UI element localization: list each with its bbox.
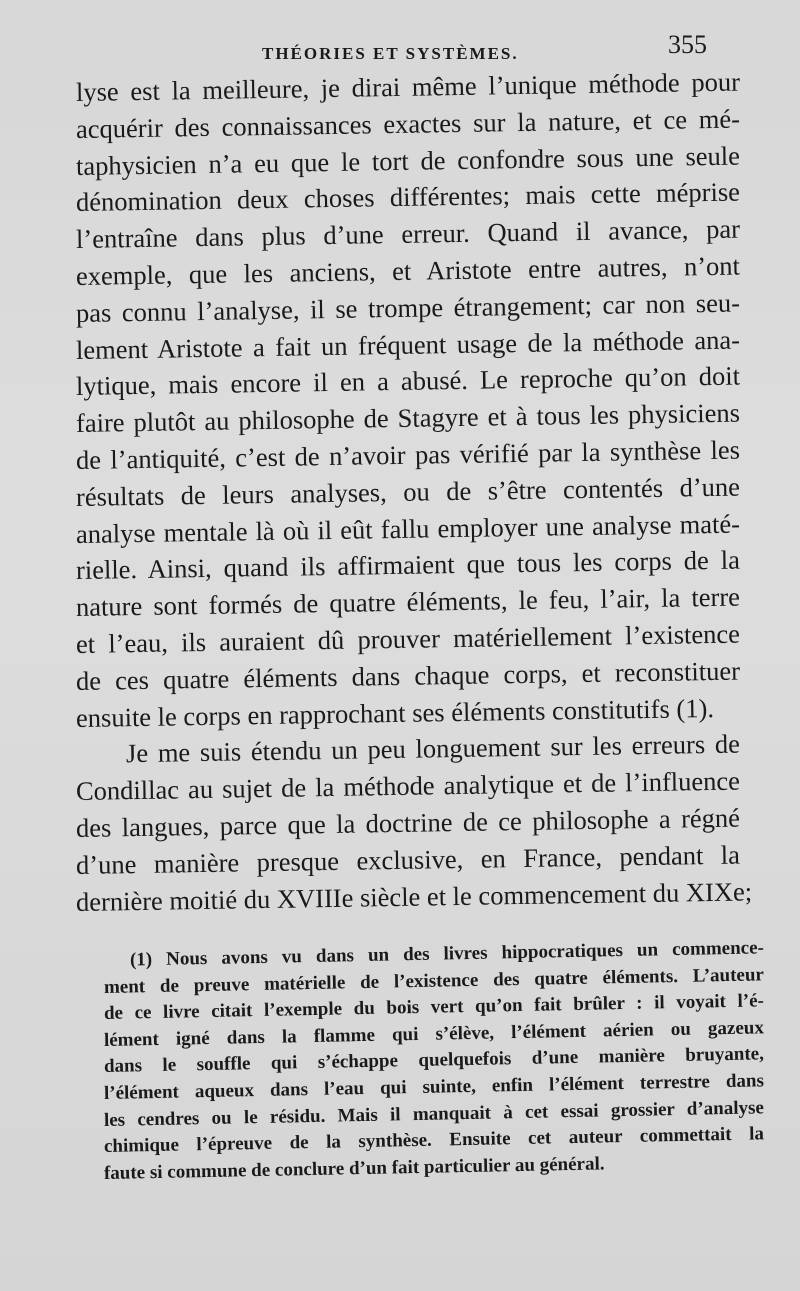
text-line: de l’antiquité, c’est de n’avoir pas vérifié par la synthèse les: [75, 434, 741, 475]
footnote-line: dans le souffle qui s’échappe quelquefois d’une manière bruyante,: [103, 1043, 765, 1078]
text-line: d’une manière presque exclusive, en France, pendant la: [75, 839, 741, 880]
footnote: [103, 937, 765, 1187]
body-text: [75, 66, 753, 920]
text-line: l’entraîne dans plus d’une erreur. Quand il avance, par: [75, 213, 741, 255]
footnote-line: ment de preuve matérielle de l’existence des quatre éléments. L’auteur: [103, 963, 765, 998]
text-line: ensuite le corps en rapprochant ses éléments constitutifs (1).: [75, 692, 715, 733]
text-line: pas connu l’analyse, il se trompe étrangement; car non seu-: [75, 287, 741, 328]
footnote-line: faute si commune de conclure d’un fait particulier au général.: [103, 1153, 605, 1184]
text-line: analyse mentale là où il eût fallu employer une analyse maté-: [75, 508, 741, 549]
footnote-line: (1) Nous avons vu dans un des livres hippocratiques un commence-: [129, 937, 765, 971]
text-line: nature sont formés de quatre éléments, le feu, l’air, la terre: [75, 581, 741, 623]
text-line: Je me suis étendu un peu longuement sur les erreurs de: [125, 728, 741, 769]
text-line: résultats de leurs analyses, ou de s’être contentés d’une: [75, 471, 741, 512]
text-line: lytique, mais encore il en a abusé. Le reproche qu’on doit: [75, 360, 741, 402]
text-line: lement Aristote a fait un fréquent usage de la méthode ana-: [75, 324, 741, 365]
footnote-line: de ce livre citait l’exemple du bois vert qu’on fait brûler : il voyait l’é-: [103, 990, 765, 1025]
text-line: rielle. Ainsi, quand ils affirmaient que tous les corps de la: [75, 544, 741, 586]
footnote-line: lément igné dans la flamme qui s’élève, l’élément aérien ou gazeux: [103, 1017, 765, 1051]
page-number: 355: [668, 30, 707, 59]
running-head: THÉORIES ET SYSTÈMES.: [262, 44, 519, 63]
text-line: de ces quatre éléments dans chaque corps, et reconstituer: [75, 655, 741, 696]
footnote-line: l’élément aqueux dans l’eau qui suinte, enfin l’élément terrestre dans: [103, 1070, 765, 1104]
text-line: taphysicien n’a eu que le tort de confondre sous une seule: [75, 140, 741, 181]
text-line: dénomination deux choses différentes; mais cette méprise: [75, 176, 741, 218]
footnote-line: les cendres ou le résidu. Mais il manquait à cet essai grossier d’analyse: [103, 1096, 765, 1131]
text-line: exemple, que les anciens, et Aristote entre autres, n’ont: [75, 250, 741, 291]
text-line: Condillac au sujet de la méthode analytique et de l’influence: [75, 765, 741, 807]
text-line: faire plutôt au philosophe de Stagyre et à tous les physiciens: [75, 397, 741, 439]
text-line: lyse est la meilleure, je dirai même l’unique méthode pour: [75, 66, 741, 107]
footnote-line: chimique l’épreuve de la synthèse. Ensuite cet auteur commettait la: [103, 1123, 765, 1158]
text-line: et l’eau, ils auraient dû prouver matériellement l’existence: [75, 618, 741, 659]
text-line: acquérir des connaissances exactes sur la nature, et ce mé-: [75, 103, 741, 144]
text-line: des langues, parce que la doctrine de ce philosophe a régné: [75, 802, 741, 843]
text-line: dernière moitié du XVIIIe siècle et le commencement du XIXe;: [75, 875, 753, 917]
